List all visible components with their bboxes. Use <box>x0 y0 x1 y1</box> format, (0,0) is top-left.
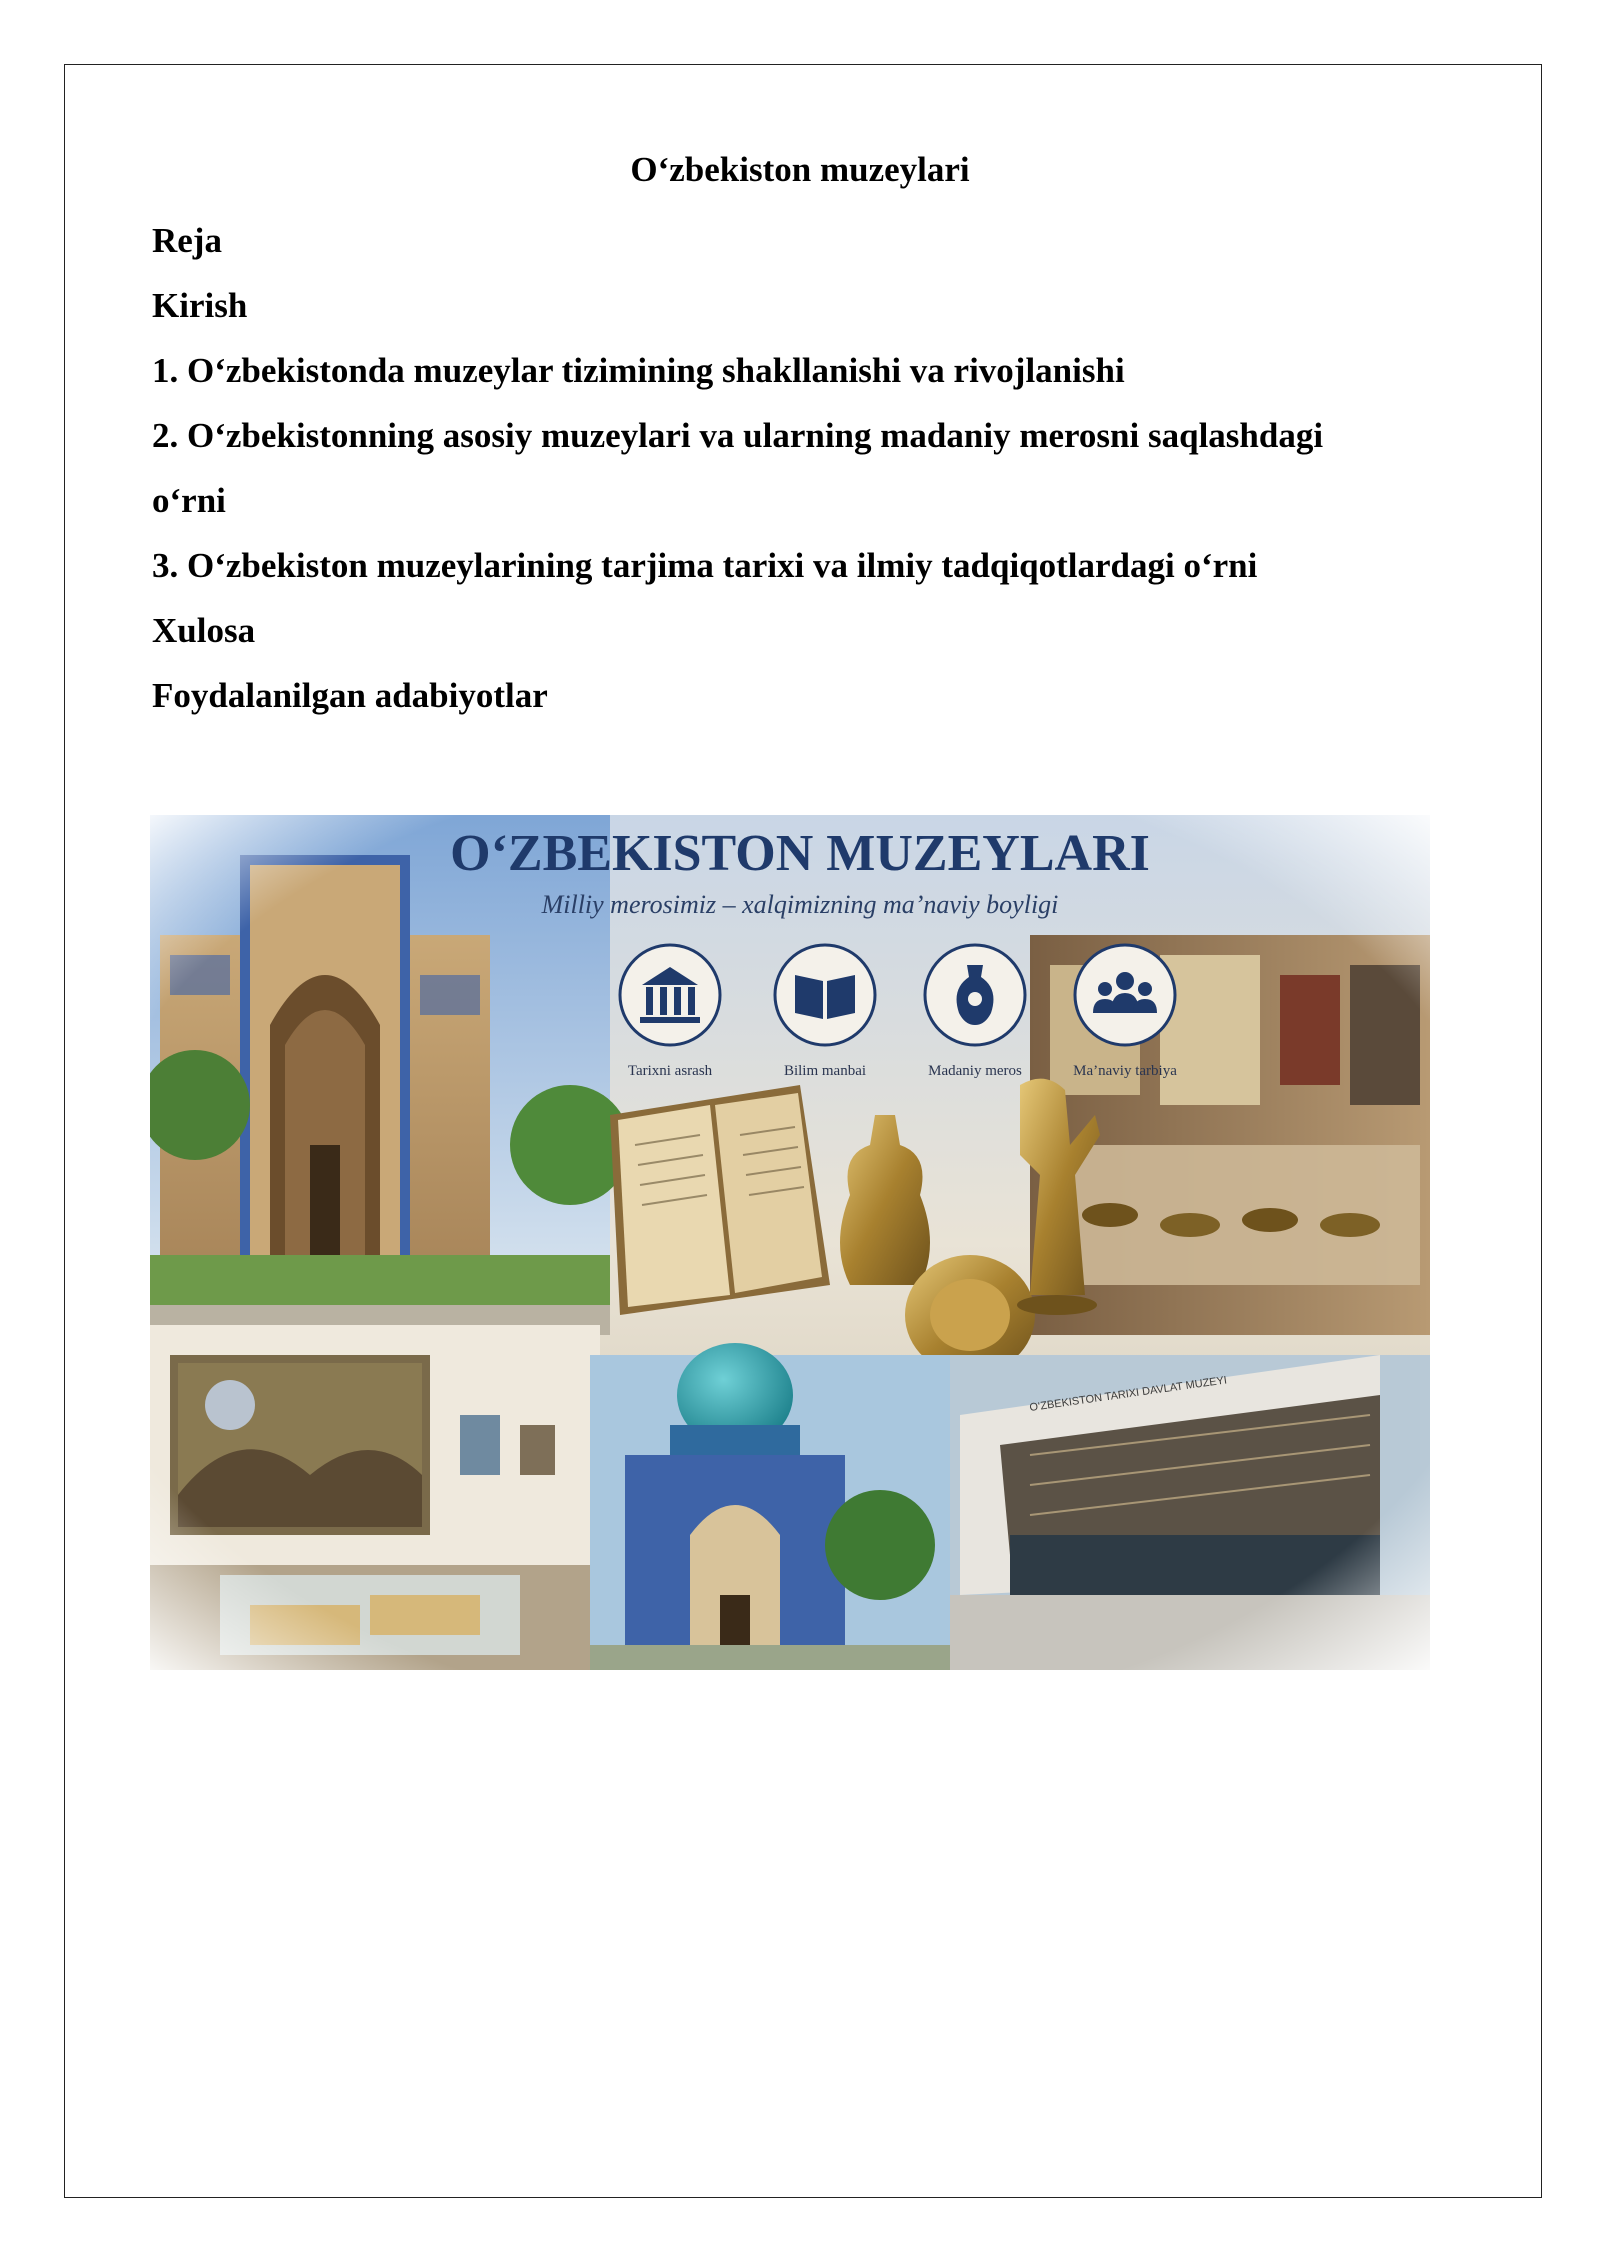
plan-item-2-line-1: 2. O‘zbekistonning asosiy muzeylari va ularning madaniy merosni saqlashdagi <box>152 416 1324 455</box>
museums-collage-image <box>150 815 1430 1670</box>
plan-conclusion: Xulosa <box>152 611 256 650</box>
plan-heading: Reja <box>152 221 222 260</box>
document-title: O‘zbekiston muzeylari <box>630 150 970 189</box>
plan-references: Foydalanilgan adabiyotlar <box>152 676 548 715</box>
plan-item-3: 3. O‘zbekiston muzeylarining tarjima tarixi va ilmiy tadqiqotlardagi o‘rni <box>152 546 1258 585</box>
plan-intro: Kirish <box>152 286 248 325</box>
plan-item-2-line-2: o‘rni <box>152 481 226 520</box>
plan-item-1: 1. O‘zbekistonda muzeylar tizimining shakllanishi va rivojlanishi <box>152 351 1125 390</box>
